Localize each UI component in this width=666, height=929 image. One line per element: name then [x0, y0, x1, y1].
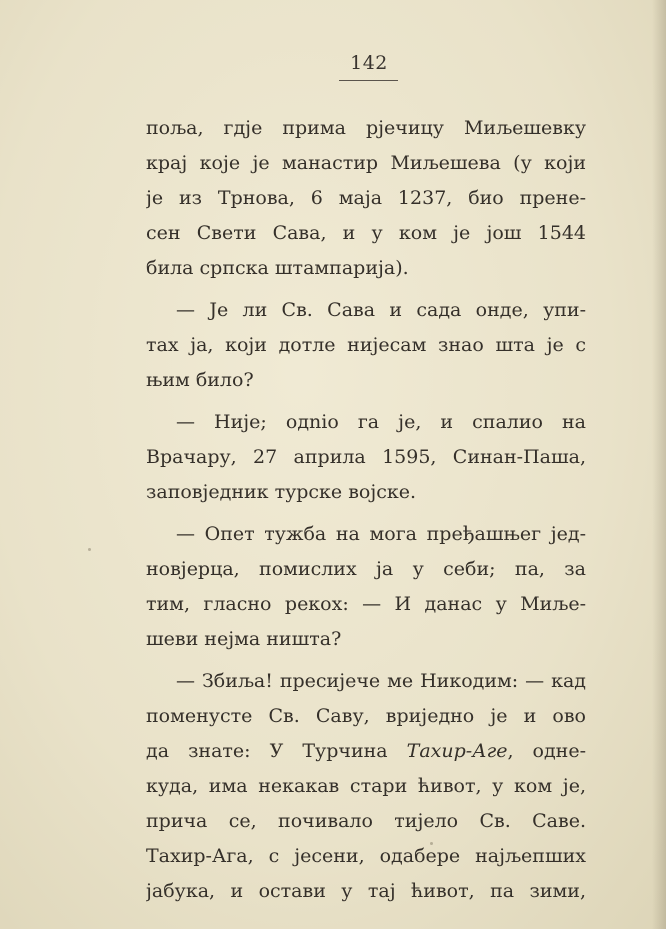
text-line: куда, има некакав стари ћивот, у ком је, — [146, 775, 586, 797]
paragraph-2 — [146, 293, 586, 398]
text-line: тах ја, који дотле нијесам знао шта је с — [146, 334, 586, 356]
text-line: — Опет тужба на мога пређашњег јед- — [176, 523, 586, 545]
text-line: сен Свети Сава, и у ком је још 1544 — [146, 222, 586, 244]
text-line: — Није; одnio га је, и спалио на — [176, 411, 586, 433]
paragraph-4 — [146, 517, 586, 657]
paper-speck — [430, 842, 433, 845]
text-line: њим било? — [146, 369, 254, 391]
page-number: 142 — [350, 52, 388, 74]
page-edge-shadow — [652, 0, 666, 929]
text-line: — Је ли Св. Сава и сада онде, упи- — [176, 299, 586, 321]
text-line: шеви нејма ништа? — [146, 628, 342, 650]
text-line: тим, гласно рекох: — И данас у Миље- — [146, 593, 586, 615]
text-line-with-italic: да знате: У Турчина Тахир-Аге, одне- — [146, 740, 586, 762]
italic-name: Тахир-Аге — [406, 740, 508, 762]
text-line: Врачару, 27 априла 1595, Синан-Паша, — [146, 446, 586, 468]
page-number-rule — [339, 80, 398, 81]
paragraph-3 — [146, 405, 586, 510]
text-line: заповједник турске војске. — [146, 481, 417, 503]
paper-speck — [88, 548, 91, 551]
text-line: Тахир-Ага, с јесени, одабере најљепших — [146, 845, 586, 867]
text-line: новјерца, помислих ја у себи; па, за — [146, 558, 586, 580]
paragraph-1 — [146, 111, 586, 286]
paragraph-5 — [146, 664, 586, 909]
body-text — [146, 111, 586, 909]
text-line: јабука, и остави у тај ћивот, па зими, — [146, 880, 586, 902]
text-line: поља, гдје прима рјечицу Миљешевку — [146, 117, 586, 139]
text-line: била српска штампарија). — [146, 257, 409, 279]
text-line: — Збиља! пресијече ме Никодим: — кад — [176, 670, 586, 692]
text-line: прича се, почивало тијело Св. Саве. — [146, 810, 586, 832]
text-line: је из Трнова, 6 маја 1237, био прене- — [146, 187, 586, 209]
text-line: крај које је манастир Миљешева (у који — [146, 152, 586, 174]
text-line: поменусте Св. Саву, вриједно је и ово — [146, 705, 586, 727]
